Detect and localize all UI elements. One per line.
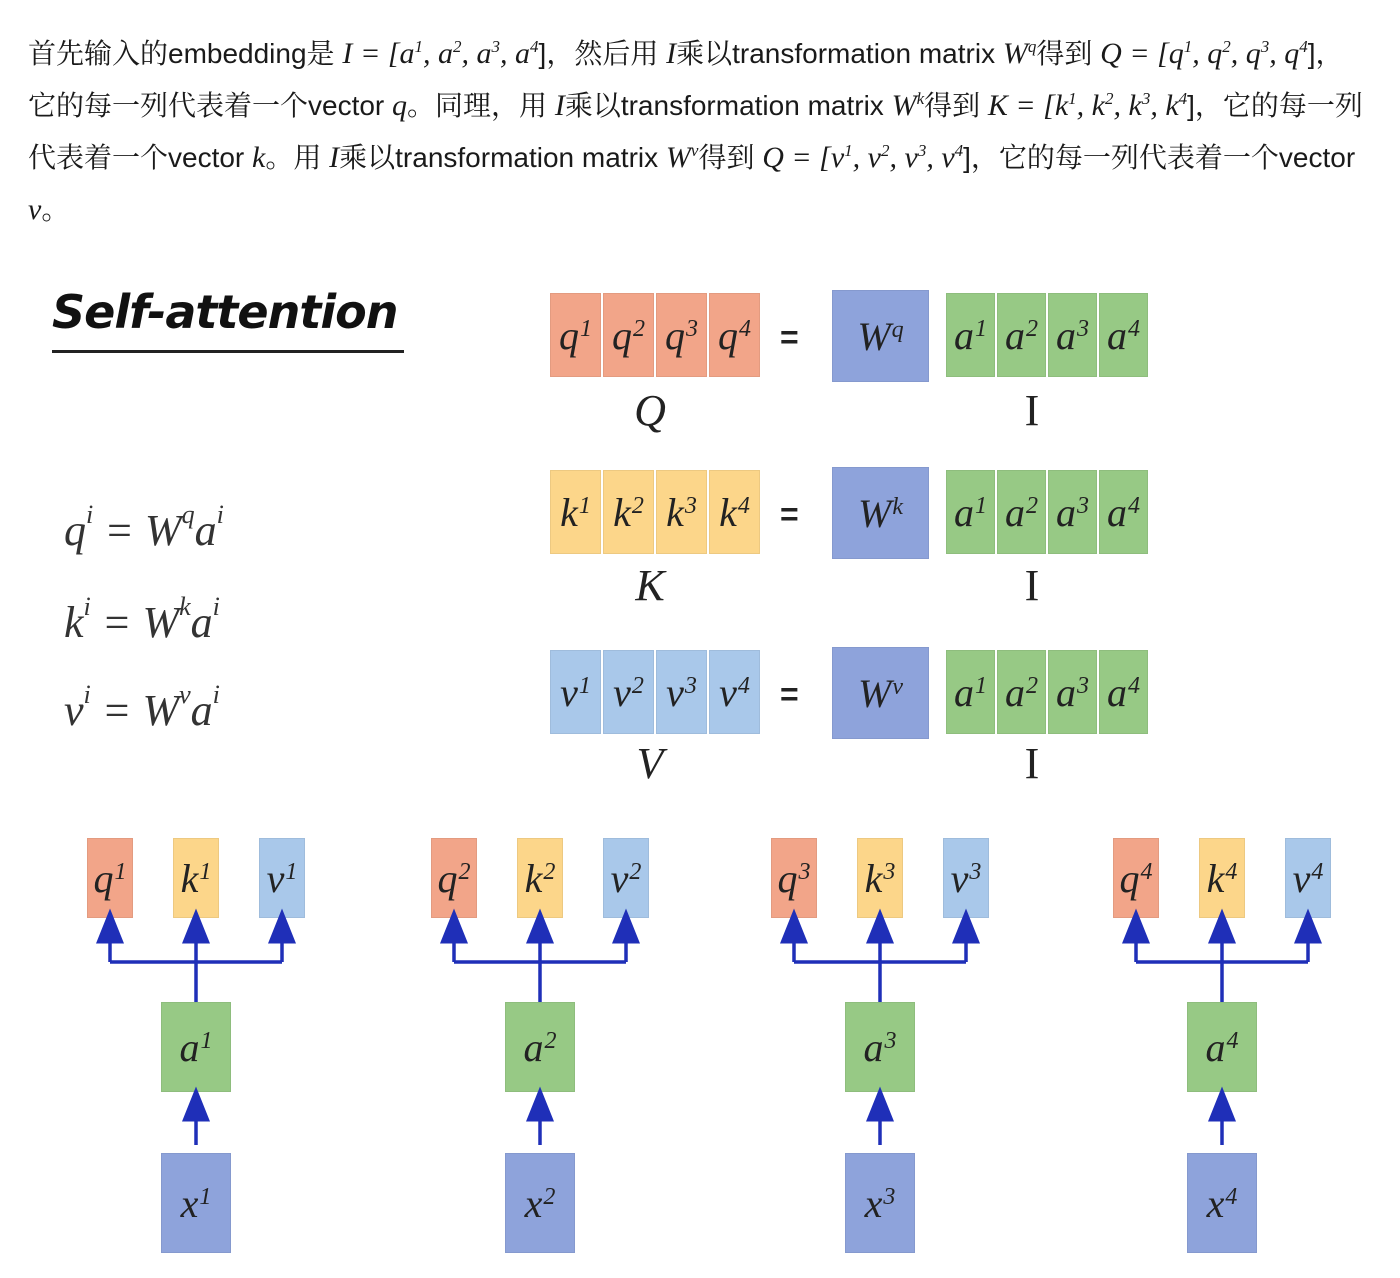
equals-sign: = bbox=[780, 676, 799, 712]
k4-output-label: k $^4$ bbox=[1206, 855, 1238, 901]
wv-weight-matrix bbox=[832, 647, 929, 739]
a2-label: a $^2$ bbox=[1005, 489, 1038, 535]
v2-output-label: v $^2$ bbox=[610, 855, 642, 901]
v3-output-box bbox=[943, 838, 989, 918]
q4-label: q $^4$ bbox=[718, 312, 751, 358]
a1-input-vector bbox=[946, 470, 995, 554]
a1-input-vector bbox=[946, 293, 995, 377]
a3-label: a $^3$ bbox=[1056, 489, 1089, 535]
a2-input-vector bbox=[997, 470, 1046, 554]
q2-output-label: q $^2$ bbox=[437, 855, 471, 901]
a1-label: a $^1$ bbox=[954, 669, 987, 715]
v4-vector bbox=[709, 650, 760, 734]
q1-vector bbox=[550, 293, 601, 377]
a1-label: a $^1$ bbox=[954, 489, 987, 535]
formula-v: $v^i = W^va^i$ bbox=[64, 680, 220, 735]
a3-label: a $^3$ bbox=[1056, 669, 1089, 715]
k4-output-box bbox=[1199, 838, 1245, 918]
wk-label: W $^k$ bbox=[858, 490, 903, 536]
a4-label: a $^4$ bbox=[1107, 489, 1140, 535]
v2-label: v $^2$ bbox=[613, 669, 644, 715]
a3-label: a $^3$ bbox=[1056, 312, 1089, 358]
q2-output-box bbox=[431, 838, 477, 918]
k1-vector bbox=[550, 470, 601, 554]
q3-vector bbox=[656, 293, 707, 377]
a3-input-vector bbox=[1048, 470, 1097, 554]
v-matrix-caption: V bbox=[636, 739, 664, 788]
a3-embedding-box bbox=[845, 1002, 915, 1092]
a2-input-vector bbox=[997, 293, 1046, 377]
a3-embedding-label: a $^3$ bbox=[863, 1024, 897, 1070]
a1-embedding-label: a $^1$ bbox=[179, 1024, 213, 1070]
x2-input-box bbox=[505, 1153, 575, 1253]
q4-output-box bbox=[1113, 838, 1159, 918]
v1-output-label: v $^1$ bbox=[266, 855, 298, 901]
v4-output-label: v $^4$ bbox=[1292, 855, 1324, 901]
k2-output-box bbox=[517, 838, 563, 918]
v1-output-box bbox=[259, 838, 305, 918]
a1-label: a $^1$ bbox=[954, 312, 987, 358]
x2-input-label: x $^2$ bbox=[524, 1180, 556, 1226]
v1-label: v $^1$ bbox=[560, 669, 591, 715]
a2-embedding-box bbox=[505, 1002, 575, 1092]
a3-input-vector bbox=[1048, 293, 1097, 377]
k1-output-label: k $^1$ bbox=[180, 855, 212, 901]
equals-sign: = bbox=[780, 319, 799, 355]
a4-input-vector bbox=[1099, 650, 1148, 734]
v1-vector bbox=[550, 650, 601, 734]
q1-output-box bbox=[87, 838, 133, 918]
v2-vector bbox=[603, 650, 654, 734]
a4-label: a $^4$ bbox=[1107, 312, 1140, 358]
k1-label: k $^1$ bbox=[560, 489, 591, 535]
q4-vector bbox=[709, 293, 760, 377]
x1-input-box bbox=[161, 1153, 231, 1253]
k2-vector bbox=[603, 470, 654, 554]
k2-label: k $^2$ bbox=[613, 489, 644, 535]
a2-embedding-label: a $^2$ bbox=[523, 1024, 557, 1070]
a2-label: a $^2$ bbox=[1005, 312, 1038, 358]
wk-weight-matrix bbox=[832, 467, 929, 559]
wq-weight-matrix bbox=[832, 290, 929, 382]
k1-output-box bbox=[173, 838, 219, 918]
a4-input-vector bbox=[1099, 293, 1148, 377]
formula-q: $q^i = W^qa^i$ bbox=[64, 500, 224, 555]
k3-vector bbox=[656, 470, 707, 554]
title-underline bbox=[52, 350, 404, 353]
v2-output-box bbox=[603, 838, 649, 918]
a1-embedding-box bbox=[161, 1002, 231, 1092]
figure-title: Self-attention bbox=[52, 285, 398, 339]
q-matrix-caption: Q bbox=[634, 386, 666, 435]
x3-input-box bbox=[845, 1153, 915, 1253]
k4-vector bbox=[709, 470, 760, 554]
q4-output-label: q $^4$ bbox=[1119, 855, 1153, 901]
input-matrix-caption: I bbox=[1024, 739, 1040, 788]
x1-input-label: x $^1$ bbox=[180, 1180, 212, 1226]
a4-label: a $^4$ bbox=[1107, 669, 1140, 715]
k3-label: k $^3$ bbox=[666, 489, 697, 535]
wv-label: W $^v$ bbox=[858, 670, 903, 716]
k3-output-label: k $^3$ bbox=[864, 855, 896, 901]
input-matrix-caption: I bbox=[1024, 561, 1040, 610]
x4-input-box bbox=[1187, 1153, 1257, 1253]
a2-input-vector bbox=[997, 650, 1046, 734]
a4-embedding-label: a $^4$ bbox=[1205, 1024, 1239, 1070]
a3-input-vector bbox=[1048, 650, 1097, 734]
k2-output-label: k $^2$ bbox=[524, 855, 556, 901]
q2-label: q $^2$ bbox=[612, 312, 645, 358]
q1-label: q $^1$ bbox=[559, 312, 592, 358]
wq-label: W $^q$ bbox=[857, 313, 904, 359]
a4-embedding-box bbox=[1187, 1002, 1257, 1092]
input-matrix-caption: I bbox=[1024, 386, 1040, 435]
a2-label: a $^2$ bbox=[1005, 669, 1038, 715]
q3-output-label: q $^3$ bbox=[777, 855, 811, 901]
v4-output-box bbox=[1285, 838, 1331, 918]
x3-input-label: x $^3$ bbox=[864, 1180, 896, 1226]
v3-vector bbox=[656, 650, 707, 734]
a1-input-vector bbox=[946, 650, 995, 734]
explanation-paragraph: 首先输入的embedding是 $I = [a^1$, $a^2$, $a^3$, $a^4$]，然后用 I乘以transformation matrix $W^q$得到 $Q = [q^1$, $q^2$, $q^3$, $q^4$]，它的每一列代表着一个vector q。同理，用 I乘以transformation matrix $W^k$得到 $K = [k^1$, $k^2$, $k^3$, $k^4$]，它的每一列代表着一个vector k。用 I乘以transformation matrix $W^v$得到 $Q = [v^1$, $v^2$, $v^3$, $v^4$]，它的每一列代表着一个vector v。 bbox=[28, 37, 1363, 226]
k3-output-box bbox=[857, 838, 903, 918]
q2-vector bbox=[603, 293, 654, 377]
q3-label: q $^3$ bbox=[665, 312, 698, 358]
q3-output-box bbox=[771, 838, 817, 918]
k4-label: k $^4$ bbox=[719, 489, 750, 535]
a4-input-vector bbox=[1099, 470, 1148, 554]
v4-label: v $^4$ bbox=[719, 669, 750, 715]
x4-input-label: x $^4$ bbox=[1206, 1180, 1238, 1226]
v3-output-label: v $^3$ bbox=[950, 855, 982, 901]
formula-k: $k^i = W^ka^i$ bbox=[64, 592, 220, 647]
equals-sign: = bbox=[780, 496, 799, 532]
q1-output-label: q $^1$ bbox=[93, 855, 127, 901]
v3-label: v $^3$ bbox=[666, 669, 697, 715]
k-matrix-caption: K bbox=[635, 561, 665, 610]
